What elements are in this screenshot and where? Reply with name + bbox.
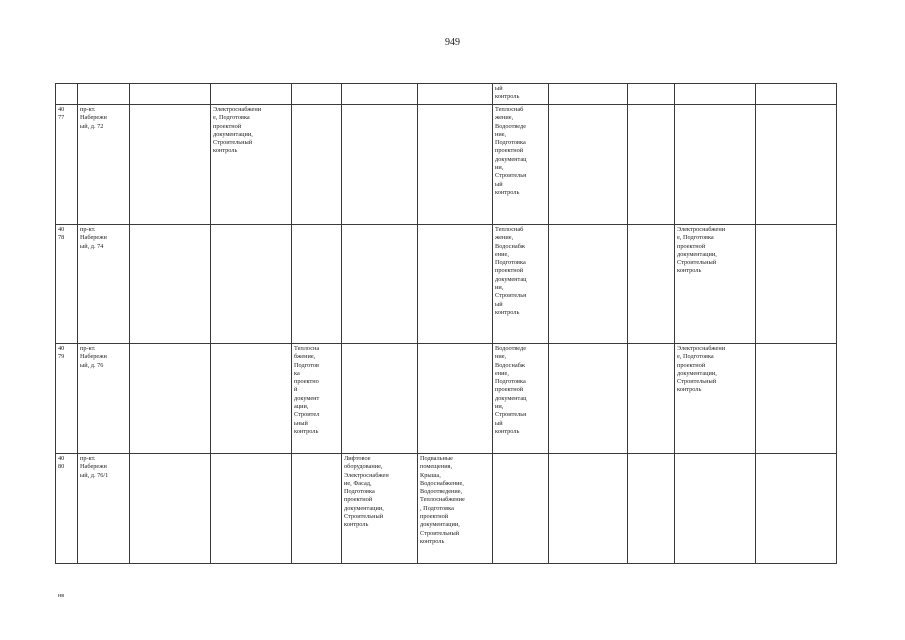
row-number-cell — [56, 84, 78, 105]
row-number-cell: 40 78 — [56, 225, 78, 344]
address-cell — [78, 84, 130, 105]
table-row — [56, 225, 837, 344]
table-row — [56, 344, 837, 454]
footer-mark: нв — [58, 593, 65, 599]
row-number-cell: 40 79 — [56, 344, 78, 454]
work-cell — [342, 84, 418, 105]
work-cell — [292, 454, 342, 564]
work-cell — [130, 454, 211, 564]
work-cell — [549, 105, 628, 225]
work-cell — [342, 225, 418, 344]
table-row — [56, 84, 837, 105]
address-cell: пр-кт. Набережн ый, д. 74 — [78, 225, 130, 344]
row-number-cell: 40 77 — [56, 105, 78, 225]
work-cell — [493, 454, 549, 564]
work-cell — [756, 454, 837, 564]
address-cell: пр-кт. Набережн ый, д. 76 — [78, 344, 130, 454]
work-cell — [130, 105, 211, 225]
page-number: 949 — [445, 37, 460, 48]
work-cell: Лифтовое оборудование, Электроснабжен ие, Фасад, Подготовка проектной документации, Строительный контроль — [342, 454, 418, 564]
row-number-cell: 40 80 — [56, 454, 78, 564]
work-cell — [756, 105, 837, 225]
work-cell — [130, 225, 211, 344]
work-cell — [418, 344, 493, 454]
work-cell: Электроснабжени е, Подготовка проектной документации, Строительный контроль — [211, 105, 292, 225]
address-cell: пр-кт. Набережн ый, д. 72 — [78, 105, 130, 225]
work-cell: Теплоснаб жение, Водоотведе ние, Подготовка проектной документац ии, Строительн ый контроль — [493, 105, 549, 225]
work-cell — [342, 105, 418, 225]
work-cell — [756, 84, 837, 105]
work-cell — [130, 84, 211, 105]
work-cell — [211, 344, 292, 454]
work-cell — [549, 344, 628, 454]
work-cell — [675, 84, 756, 105]
work-cell — [211, 454, 292, 564]
work-cell — [675, 105, 756, 225]
work-cell — [130, 344, 211, 454]
work-cell — [418, 225, 493, 344]
work-cell — [628, 84, 675, 105]
work-cell: Электроснабжени е, Подготовка проектной документации, Строительный контроль — [675, 344, 756, 454]
work-cell — [292, 225, 342, 344]
address-cell: пр-кт. Набережн ый, д. 76/1 — [78, 454, 130, 564]
work-cell — [756, 344, 837, 454]
work-cell — [628, 454, 675, 564]
work-cell: ый контроль — [493, 84, 549, 105]
schedule-table — [55, 83, 837, 564]
work-cell: Теплосна бжение, Подготов ка проектно й документ ации, Строител ьный контроль — [292, 344, 342, 454]
work-cell — [549, 454, 628, 564]
work-cell: Теплоснаб жение, Водоснабж ение, Подготовка проектной документац ии, Строительн ый контроль — [493, 225, 549, 344]
work-cell — [628, 105, 675, 225]
work-cell: Подвальные помещения, Крыша, Водоснабжение, Водоотведение, Теплоснабжение , Подготовка проектной документации, Строительный контроль — [418, 454, 493, 564]
work-cell — [342, 344, 418, 454]
table-row — [56, 454, 837, 564]
work-cell — [628, 225, 675, 344]
work-cell — [628, 344, 675, 454]
work-cell: Электроснабжени е, Подготовка проектной документации, Строительный контроль — [675, 225, 756, 344]
work-cell — [549, 84, 628, 105]
table-row — [56, 105, 837, 225]
work-cell — [675, 454, 756, 564]
work-cell — [292, 105, 342, 225]
work-cell — [211, 84, 292, 105]
work-cell — [418, 105, 493, 225]
work-cell — [756, 225, 837, 344]
work-cell — [211, 225, 292, 344]
work-cell — [292, 84, 342, 105]
work-cell: Водоотведе ние, Водоснабж ение, Подготовка проектной документац ии, Строительн ый контроль — [493, 344, 549, 454]
work-cell — [418, 84, 493, 105]
work-cell — [549, 225, 628, 344]
